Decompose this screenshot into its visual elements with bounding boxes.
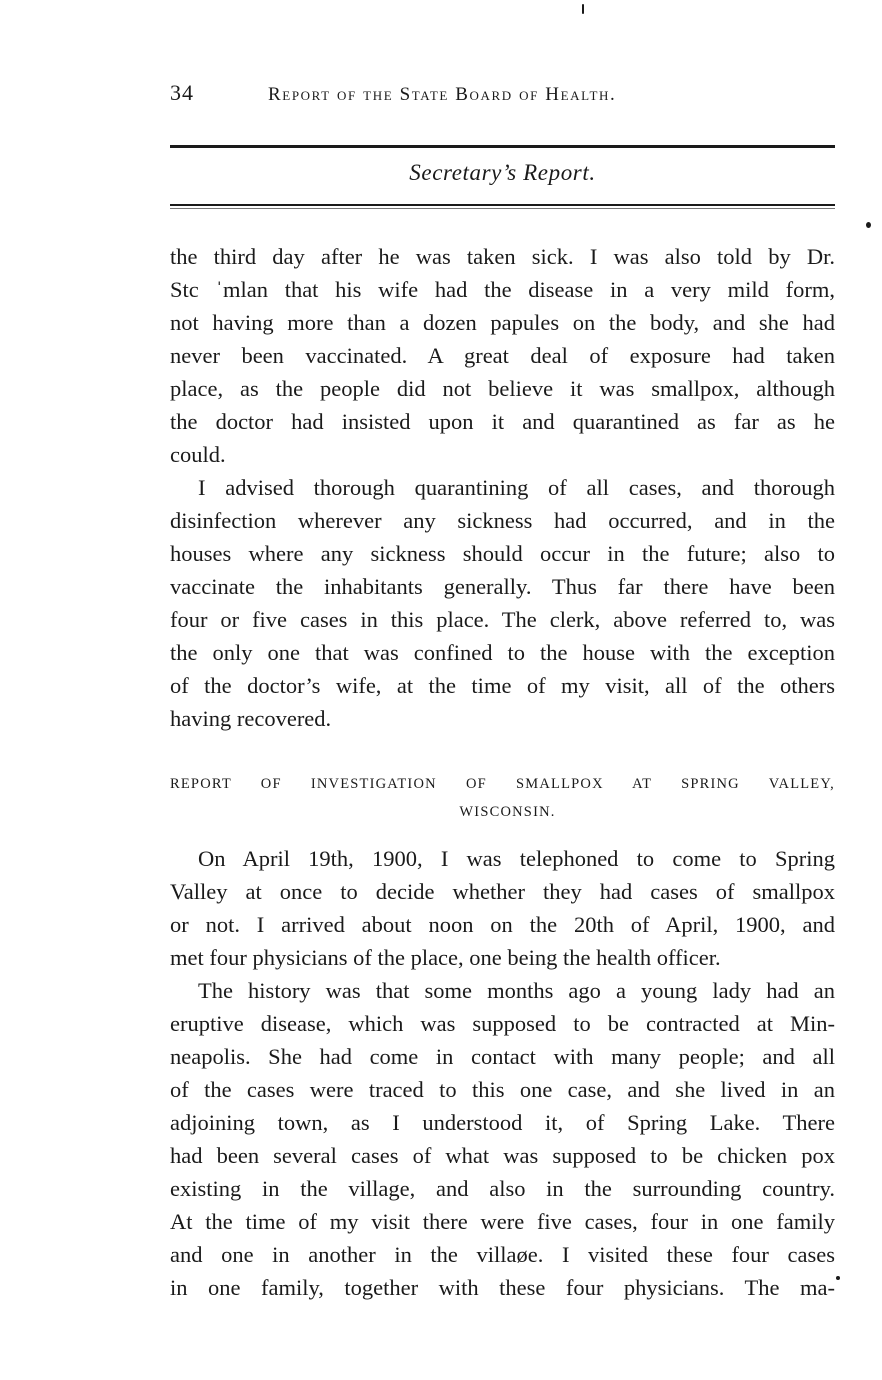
text-line: vaccinate the inhabitants generally. Thus far there have been [170, 574, 835, 599]
text-line: of the doctor’s wife, at the time of my visit, all of the others [170, 673, 835, 698]
ink-speck [582, 4, 584, 14]
text-line: of the cases were traced to this one case, and she lived in an [170, 1077, 835, 1102]
text-line: disinfection wherever any sickness had occurred, and in the [170, 508, 835, 533]
text-line: having recovered. [170, 706, 332, 731]
paragraph [170, 842, 835, 974]
text-line: the third day after he was taken sick. I was also told by Dr. [170, 244, 835, 269]
text-line: I advised thorough quarantining of all cases, and thorough [198, 475, 835, 500]
text-line: Valley at once to decide whether they had cases of smallpox [170, 879, 835, 904]
text-line: in one family, together with these four physicians. The ma- [170, 1275, 835, 1300]
investigation-heading [170, 770, 835, 826]
paragraph [170, 240, 835, 471]
text-line: not having more than a dozen papules on the body, and she had [170, 310, 835, 335]
running-title: Report of the State Board of Health. [268, 84, 617, 105]
text-line: The history was that some months ago a young lady had an [198, 978, 835, 1003]
investigation-heading-line-1: REPORT OF INVESTIGATION OF SMALLPOX AT SPRING VALLEY, [170, 776, 835, 792]
page-number: 34 [170, 80, 194, 105]
text-line: eruptive disease, which was supposed to be contracted at Min- [170, 1011, 835, 1036]
text-line: adjoining town, as I understood it, of Spring Lake. There [170, 1110, 835, 1135]
text-line: houses where any sickness should occur in the future; also to [170, 541, 835, 566]
text-line: At the time of my visit there were five cases, four in one family [170, 1209, 835, 1234]
header-rule-bottom-thin [170, 208, 835, 209]
body-text-bottom [170, 842, 835, 1304]
text-line: could. [170, 442, 226, 467]
text-line: had been several cases of what was supposed to be chicken pox [170, 1143, 835, 1168]
paragraph [170, 471, 835, 735]
text-line: and one in another in the villaøe. I visited these four cases [170, 1242, 835, 1267]
ink-speck [836, 1276, 840, 1280]
text-line: existing in the village, and also in the surrounding country. [170, 1176, 835, 1201]
header-rule-top [170, 145, 835, 148]
text-line: On April 19th, 1900, I was telephoned to come to Spring [198, 846, 835, 871]
text-line: or not. I arrived about noon on the 20th of April, 1900, and [170, 912, 835, 937]
text-line: four or five cases in this place. The clerk, above referred to, was [170, 607, 835, 632]
text-line: Stc ˈmlan that his wife had the disease in a very mild form, [170, 277, 835, 302]
investigation-heading-line-2: WISCONSIN. [459, 804, 556, 820]
text-line: never been vaccinated. A great deal of exposure had taken [170, 343, 835, 368]
text-line: place, as the people did not believe it was smallpox, although [170, 376, 835, 401]
text-line: the only one that was confined to the house with the exception [170, 640, 835, 665]
header-rule-bottom [170, 204, 835, 206]
section-heading: Secretary’s Report. [409, 160, 596, 185]
text-line: the doctor had insisted upon it and quarantined as far as he [170, 409, 835, 434]
running-head [170, 80, 835, 116]
text-line: neapolis. She had come in contact with many people; and all [170, 1044, 835, 1069]
text-line: met four physicians of the place, one being the health officer. [170, 945, 721, 970]
body-text-top [170, 240, 835, 735]
paragraph [170, 974, 835, 1304]
ink-speck [866, 222, 871, 228]
